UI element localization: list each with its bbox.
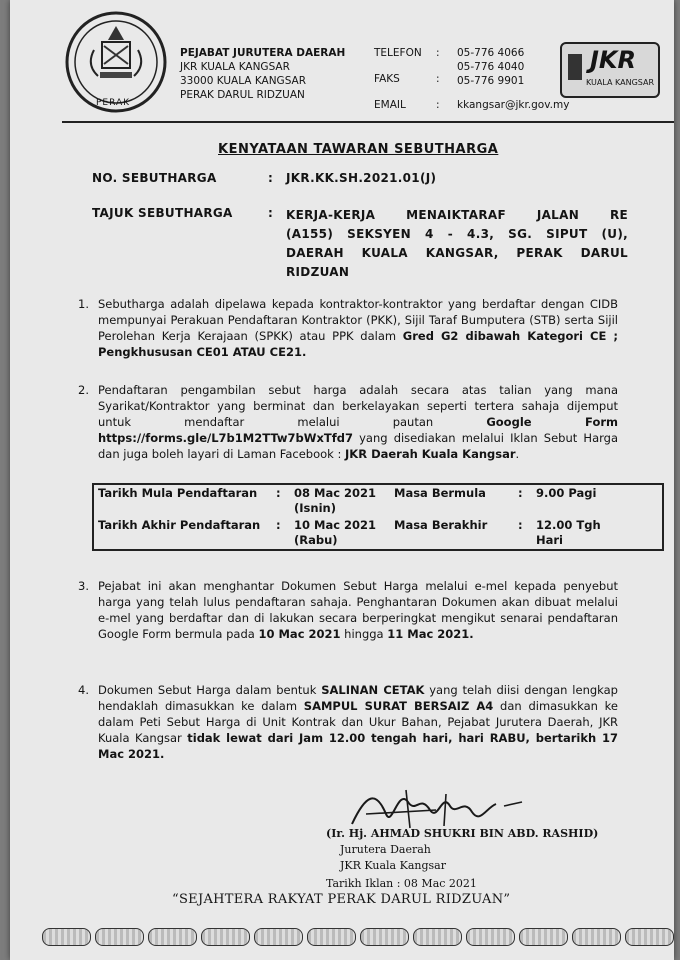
schedule-date [290, 517, 390, 550]
paragraph-3 [98, 578, 618, 642]
ornament [254, 928, 303, 946]
ornament [519, 928, 568, 946]
header-divider [62, 121, 674, 123]
telefon-value-2: 05-776 4040 [457, 61, 525, 73]
schedule-time-label: Masa Berakhir [394, 518, 488, 532]
advert-date: Tarikh Iklan : 08 Mac 2021 [326, 877, 477, 890]
schedule-colon: : [276, 518, 281, 532]
paragraph-text: . [515, 447, 520, 461]
ornament [201, 928, 250, 946]
paragraph-bold-text: 11 Mac 2021. [387, 627, 474, 641]
paragraph-bold-text: 10 Mac 2021 [258, 627, 341, 641]
tajuk-line: (A155) SEKSYEN 4 - 4.3, SG. SIPUT (U), [286, 227, 628, 241]
jkr-logo-subtext: KUALA KANGSAR [586, 78, 655, 87]
schedule-time-cont: Hari [536, 533, 563, 547]
office-address [180, 46, 345, 102]
paragraph-bold-text: Gred G2 dibawah Kategori CE ; Pengkhususan CE01 ATAU CE21. [98, 329, 619, 359]
schedule-day: (Rabu) [294, 533, 338, 547]
tajuk-line: KERJA-KERJA MENAIKTARAF JALAN RE [286, 208, 628, 222]
schedule-colon: : [518, 518, 523, 532]
signatory-role: Jurutera Daerah [340, 843, 431, 856]
paragraph-number: 1. [78, 297, 89, 311]
jkr-logo-mark [568, 54, 582, 80]
schedule-colon: : [518, 486, 523, 500]
paragraph-text: Pendaftaran pengambilan sebut harga adalah secara atas talian yang mana Syarikat/Kontraktor yang berminat dan berkelayakan seperti tertera sahaja dijemput untuk mendaftar melalui pautan [98, 383, 618, 429]
jkr-logo-text: JKR [590, 46, 637, 74]
no-sebutharga-colon: : [268, 171, 274, 185]
paragraph-bold-text: SAMPUL SURAT BERSAIZ A4 [303, 699, 494, 713]
signatory-name: (Ir. Hj. AHMAD SHUKRI BIN ABD. RASHID) [326, 827, 599, 840]
document-page [10, 0, 674, 960]
decorative-border [42, 928, 674, 948]
ornament [42, 928, 91, 946]
email-label: EMAIL [374, 99, 406, 111]
paragraph-text: yang disediakan melalui Iklan Sebut Harga dan juga boleh layari di Laman Facebook : [98, 431, 618, 461]
paragraph-text: yang telah diisi dengan lengkap hendaklah dimasukkan ke dalam [98, 683, 618, 713]
registration-schedule-table [92, 483, 664, 551]
paragraph-number: 2. [78, 383, 89, 397]
faks-label: FAKS [374, 73, 400, 85]
no-sebutharga-label: NO. SEBUTHARGA [92, 171, 217, 185]
ornament [360, 928, 409, 946]
telefon-value-1: 05-776 4066 [457, 47, 525, 59]
tajuk-line: DAERAH KUALA KANGSAR, PERAK DARUL [286, 246, 628, 260]
no-sebutharga-value: JKR.KK.SH.2021.01(J) [286, 171, 437, 185]
schedule-time-text: 12.00 Tgh [536, 518, 601, 532]
office-line: 33000 KUALA KANGSAR [180, 75, 307, 87]
telefon-colon: : [436, 47, 440, 59]
schedule-date [290, 484, 390, 517]
paragraph-1 [98, 296, 618, 360]
tajuk-colon: : [268, 206, 274, 220]
email-colon: : [436, 99, 440, 111]
schedule-label: Tarikh Akhir Pendaftaran [98, 518, 261, 532]
faks-value: 05-776 9901 [457, 75, 525, 87]
paragraph-text: Pejabat ini akan menghantar Dokumen Sebut Harga melalui e-mel kepada penyebut harga yang telah lulus pendaftaran sahaja. Penghantaran Dokumen akan dibuat melalui e-mel yang berdaftar dan di lakukan secara berperingkat mengikut senarai pendaftaran Google Form bermula pada [98, 579, 618, 641]
paragraph-number: 3. [78, 579, 89, 593]
ornament [148, 928, 197, 946]
table-row [93, 517, 663, 550]
schedule-label: Tarikh Mula Pendaftaran [98, 486, 258, 500]
paragraph-bold-text: tidak lewat dari Jam 12.00 tengah hari, hari RABU, bertarikh 17 Mac 2021. [98, 731, 618, 761]
schedule-date-text: 08 Mac 2021 [294, 486, 377, 500]
schedule-time [532, 517, 663, 550]
document-title: KENYATAAN TAWARAN SEBUTHARGA [218, 142, 499, 157]
signatory-office: JKR Kuala Kangsar [340, 859, 446, 872]
paragraph-text: dan dimasukkan ke dalam Peti Sebut Harga di Unit Kontrak dan Ukur Bahan, Pejabat Jurutera Daerah, JKR Kuala Kangsar [98, 699, 618, 745]
paragraph-text: Sebutharga adalah dipelawa kepada kontraktor-kontraktor yang berdaftar dengan CIDB mempunyai Perakuan Pendaftaran Kontraktor (PKK), Sijil Taraf Bumputera (STB) serta Sijil Perolehan Kerja Kerajaan (SPKK) atau PPK dalam [98, 297, 618, 343]
handwritten-signature [346, 784, 536, 832]
google-form-link[interactable]: https://forms.gle/L7b1M2TTw7bWxTfd7 [98, 431, 353, 445]
ornament [625, 928, 674, 946]
ornament [307, 928, 356, 946]
telefon-label: TELEFON [374, 47, 422, 59]
tajuk-label: TAJUK SEBUTHARGA [92, 206, 233, 220]
ornament [572, 928, 621, 946]
tajuk-line: RIDZUAN [286, 265, 350, 279]
office-line: PEJABAT JURUTERA DAERAH [180, 47, 346, 59]
paragraph-number: 4. [78, 683, 89, 697]
ornament [413, 928, 462, 946]
schedule-time-label: Masa Bermula [394, 486, 486, 500]
schedule-time [532, 484, 663, 517]
paragraph-bold-text: SALINAN CETAK [321, 683, 425, 697]
paragraph-text: hingga [340, 627, 388, 641]
motto: “SEJAHTERA RAKYAT PERAK DARUL RIDZUAN” [172, 892, 511, 907]
emblem-caption: PERAK [96, 98, 131, 108]
office-line: JKR KUALA KANGSAR [180, 61, 290, 73]
ornament [466, 928, 515, 946]
paragraph-text: Dokumen Sebut Harga dalam bentuk [98, 683, 322, 697]
schedule-date-text: 10 Mac 2021 [294, 518, 377, 532]
email-value: kkangsar@jkr.gov.my [457, 99, 570, 111]
paragraph-bold-text: Google Form [486, 415, 618, 429]
office-line: PERAK DARUL RIDZUAN [180, 89, 305, 101]
schedule-day: (Isnin) [294, 501, 336, 515]
ornament [95, 928, 144, 946]
schedule-colon: : [276, 486, 281, 500]
facebook-page-name: JKR Daerah Kuala Kangsar [345, 447, 516, 461]
paragraph-2 [98, 382, 618, 462]
table-row [93, 484, 663, 517]
schedule-time-text: 9.00 Pagi [536, 486, 597, 500]
faks-colon: : [436, 73, 440, 85]
paragraph-4 [98, 682, 618, 762]
jkr-logo [560, 42, 660, 98]
tajuk-value [286, 206, 628, 282]
